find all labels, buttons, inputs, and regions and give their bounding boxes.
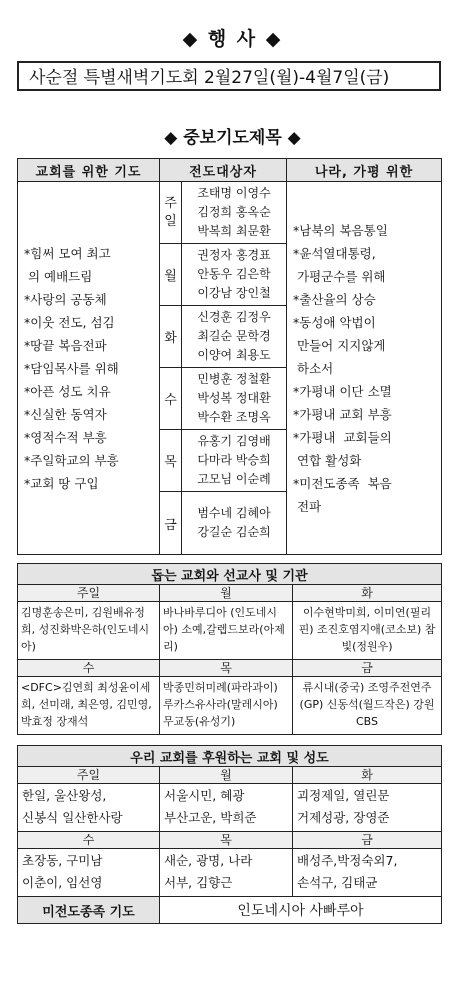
day-label: 목 bbox=[160, 832, 293, 849]
header-church: 교회를 위한 기도 bbox=[18, 159, 160, 182]
list-item: *가평내 교회들의 bbox=[293, 429, 392, 445]
day-label: 수 bbox=[18, 660, 160, 677]
list-item: 만들어 지지않게 bbox=[293, 337, 386, 353]
supporter-cell: 서울시민, 혜광 부산고운, 박희준 bbox=[160, 784, 293, 832]
title-events: ◆ 행 사 ◆ bbox=[182, 28, 283, 50]
list-item: *동성애 악법이 bbox=[293, 314, 376, 330]
header-nation: 나라, 가평 위한 bbox=[287, 159, 442, 182]
names-cell: 조태명 이영수 김정희 홍옥순 박복희 최문환 bbox=[182, 182, 287, 244]
list-item: 연합 활성화 bbox=[293, 452, 362, 468]
header-evangelism: 전도대상자 bbox=[160, 159, 287, 182]
list-item: *힘써 모여 최고 bbox=[24, 245, 111, 261]
list-item: *땅끝 복음전파 bbox=[24, 337, 107, 353]
list-item: *교회 땅 구입 bbox=[24, 475, 99, 491]
supporter-cell: 배성주,박정숙외7, 손석구, 김태균 bbox=[293, 849, 442, 897]
list-item: *담임목사를 위해 bbox=[24, 360, 119, 376]
supporter-cell: 초장동, 구미남 이춘이, 임선영 bbox=[18, 849, 160, 897]
title-prayer: ◆ 중보기도제목 ◆ bbox=[164, 128, 301, 148]
supporter-cell: 새순, 광명, 나라 서부, 김향근 bbox=[160, 849, 293, 897]
day-label: 금 bbox=[293, 832, 442, 849]
prayer-table bbox=[17, 158, 442, 555]
day-label: 주일 bbox=[160, 182, 182, 244]
day-label: 주일 bbox=[18, 585, 160, 602]
names-cell: 권정자 홍경표 안동우 김은학 이강남 장인철 bbox=[182, 244, 287, 306]
supporters-header: 우리 교회를 후원하는 교회 및 성도 bbox=[18, 746, 442, 767]
list-item: *사랑의 공동체 bbox=[24, 291, 107, 307]
list-item: *이웃 전도, 섬김 bbox=[24, 314, 115, 330]
list-item: *가평내 이단 소멸 bbox=[293, 383, 392, 399]
list-item: *남북의 복음통일 bbox=[293, 222, 388, 238]
day-label: 수 bbox=[18, 832, 160, 849]
list-item: *가평내 교회 부흥 bbox=[293, 406, 392, 422]
missions-table bbox=[17, 563, 442, 735]
day-label: 월 bbox=[160, 244, 182, 306]
mission-cell: 류시내(중국) 조영주전연주(GP) 신동석(월드작은) 강원CBS bbox=[293, 677, 442, 735]
list-item: 가평군수를 위해 bbox=[293, 268, 386, 284]
day-label: 금 bbox=[293, 660, 442, 677]
names-cell: 신경훈 김정우 최길순 문학경 이양여 최용도 bbox=[182, 306, 287, 368]
day-label: 수 bbox=[160, 368, 182, 430]
list-item: *아픈 성도 치유 bbox=[24, 383, 111, 399]
list-item: *신실한 동역자 bbox=[24, 406, 107, 422]
supporter-cell: 한일, 울산왕성, 신봉식 일산한사랑 bbox=[18, 784, 160, 832]
church-prayer-list bbox=[18, 182, 160, 555]
event-banner: 사순절 특별새벽기도회 2월27일(월)-4월7일(금) bbox=[17, 61, 441, 91]
names-cell: 유홍기 김영배 다마라 박승희 고모님 이순례 bbox=[182, 430, 287, 492]
day-label: 금 bbox=[160, 492, 182, 555]
day-label: 목 bbox=[160, 660, 293, 677]
mission-cell: 이수현박미희, 이미연(필리핀) 조진호염지애(코소보) 참빛(정원우) bbox=[293, 602, 442, 660]
names-cell: 민병훈 정철환 박성복 정대환 박수환 조명옥 bbox=[182, 368, 287, 430]
day-label: 화 bbox=[293, 767, 442, 784]
list-item: *윤석열대통령, bbox=[293, 245, 376, 261]
list-item: *영적수적 부흥 bbox=[24, 429, 107, 445]
list-item: 전파 bbox=[293, 498, 322, 514]
day-label: 화 bbox=[160, 306, 182, 368]
mission-cell: 바나바루디아 (인도네시아) 소예,갈렙드보라(아제리) bbox=[160, 602, 293, 660]
unreached-value: 인도네시아 사빠루아 bbox=[160, 897, 442, 924]
day-label: 목 bbox=[160, 430, 182, 492]
supporter-cell: 괴정제일, 열린문 거제성광, 장영준 bbox=[293, 784, 442, 832]
day-label: 화 bbox=[293, 585, 442, 602]
list-item: 의 예배드림 bbox=[24, 268, 93, 284]
unreached-label: 미전도종족 기도 bbox=[18, 897, 160, 924]
list-item: *출산율의 상승 bbox=[293, 291, 376, 307]
day-label: 월 bbox=[160, 585, 293, 602]
mission-cell: 김명훈송은미, 김원배유정희, 성진화박은하(인도네시아) bbox=[18, 602, 160, 660]
mission-cell: <DFC>김연희 최성윤이세희, 선미래, 최은영, 김민영, 박효정 장재석 bbox=[18, 677, 160, 735]
list-item: *미전도종족 복음 bbox=[293, 475, 392, 491]
list-item: *주일학교의 부흥 bbox=[24, 452, 119, 468]
supporters-table bbox=[17, 745, 442, 924]
missions-header: 돕는 교회와 선교사 및 기관 bbox=[18, 564, 442, 585]
day-label: 주일 bbox=[18, 767, 160, 784]
day-label: 월 bbox=[160, 767, 293, 784]
nation-prayer-list bbox=[287, 182, 442, 555]
names-cell: 범수네 김혜아 강길순 김순희 bbox=[182, 492, 287, 555]
list-item: 하소서 bbox=[293, 360, 334, 376]
mission-cell: 박종민허미례(파라과이) 루카스유사라(말레시아) 무교동(유성기) bbox=[160, 677, 293, 735]
